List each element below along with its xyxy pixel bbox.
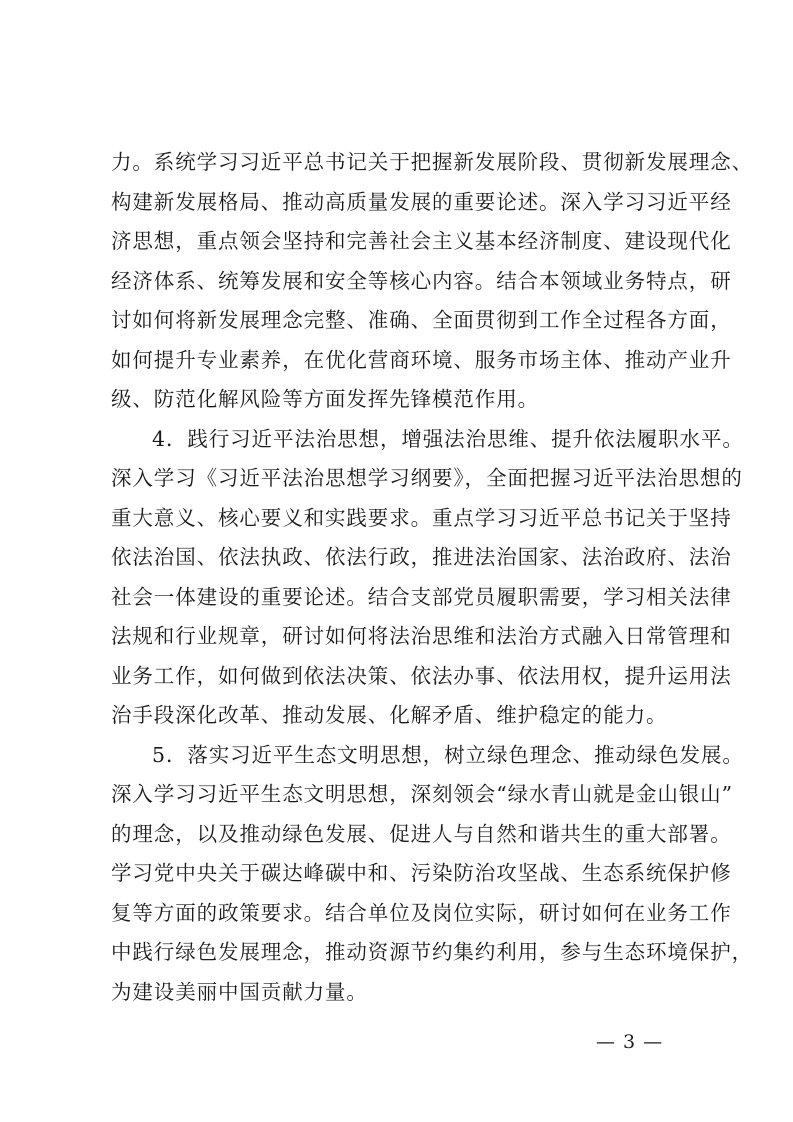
text-line: 力。系统学习习近平总书记关于把握新发展阶段、贯彻新发展理念、 — [111, 150, 753, 174]
text-line: 经济体系、统筹发展和安全等核心内容。结合本领域业务特点，研 — [111, 268, 732, 293]
text-line: 济思想，重点领会坚持和完善社会主义基本经济制度、建设现代化 — [111, 229, 732, 253]
text-line: 治手段深化改革、推动发展、化解矛盾、维护稳定的能力。 — [111, 703, 668, 727]
text-line: 深入学习习近平生态文明思想，深刻领会“绿水青山就是金山银山” — [111, 782, 733, 806]
document-body — [111, 143, 753, 1012]
text-line: 法规和行业规章，研讨如何将法治思维和法治方式融入日常管理和 — [111, 624, 732, 648]
text-line: 为建设美丽中国贡献力量。 — [111, 979, 368, 1004]
text-line: 讨如何将新发展理念完整、准确、全面贯彻到工作全过程各方面， — [111, 308, 732, 332]
text-line: 社会一体建设的重要论述。结合支部党员履职需要，学习相关法律 — [111, 584, 732, 609]
text-line: 学习党中央关于碳达峰碳中和、污染防治攻坚战、生态系统保护修 — [111, 861, 732, 885]
paragraph-section-4 — [111, 420, 744, 736]
text-line: 重大意义、核心要义和实践要求。重点学习习近平总书记关于坚持 — [111, 505, 732, 530]
text-line: 构建新发展格局、推动高质量发展的重要论述。深入学习习近平经 — [111, 189, 732, 214]
page-number: — 3 — — [596, 1031, 664, 1053]
text-line: 业务工作，如何做到依法决策、依法办事、依法用权，提升运用法 — [111, 663, 732, 688]
text-line: 复等方面的政策要求。结合单位及岗位实际，研讨如何在业务工作 — [111, 900, 732, 925]
text-line: 深入学习《习近平法治思想学习纲要》，全面把握习近平法治思想的 — [111, 466, 743, 490]
text-line: 的理念，以及推动绿色发展、促进人与自然和谐共生的重大部署。 — [111, 821, 732, 846]
text-line: 如何提升专业素养，在优化营商环境、服务市场主体、推动产业升 — [111, 347, 732, 372]
paragraph-section-5 — [111, 736, 753, 1013]
text-line: 5．落实习近平生态文明思想，树立绿色理念、推动绿色发展。 — [152, 742, 744, 767]
text-line: 依法治国、依法执政、依法行政，推进法治国家、法治政府、法治 — [111, 545, 732, 569]
text-line: 级、防范化解风险等方面发挥先锋模范作用。 — [111, 387, 539, 411]
text-line: 4．践行习近平法治思想，增强法治思维、提升依法履职水平。 — [152, 426, 744, 451]
paragraph-continuation — [111, 143, 753, 420]
text-line: 中践行绿色发展理念，推动资源节约集约利用，参与生态环境保护， — [111, 940, 753, 964]
